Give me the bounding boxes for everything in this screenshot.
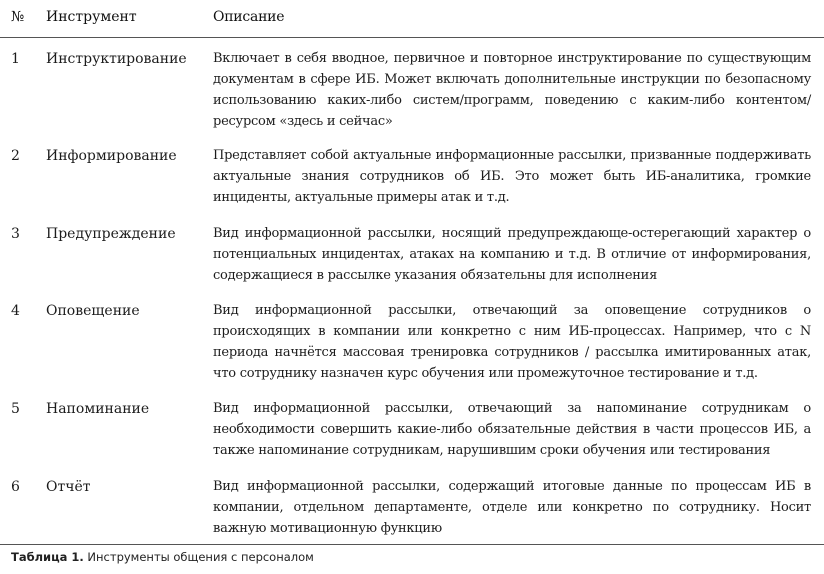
header-divider: [0, 37, 824, 38]
caption-text: Инструменты общения с персоналом: [83, 550, 314, 564]
header-desc: Описание: [213, 9, 285, 25]
caption-divider: [0, 544, 824, 545]
row-desc: Вид информационной рассылки, носящий предупреждающе-остерегающий характер о потенциальных инцидентах, атаках на компанию и т.д. В отличие от информирования, содержащиеся в рассылке указания обязательны для исполнения: [213, 226, 811, 283]
row-num: 4: [11, 303, 20, 319]
row-desc: Вид информационной рассылки, отвечающий за оповещение сотрудников о происходящих в компании или конкретно с ним ИБ-процессах. Например, что с N периода начнётся массовая тренировка сотрудников / рассылка имитированных атак, что сотруднику назначен курс обучения или промежуточное тестирование и т.д.: [213, 303, 811, 381]
row-num: 5: [11, 401, 20, 417]
row-desc: Вид информационной рассылки, содержащий итоговые данные по процессам ИБ в компании, отдельном департаменте, отделе или конкретно по сотруднику. Носит важную мотивационную функцию: [213, 479, 811, 536]
row-num: 6: [11, 479, 20, 495]
row-desc: Вид информационной рассылки, отвечающий за напоминание сотрудникам о необходимости совершить какие-либо обязательные действия в части процессов ИБ, а также напоминание сотрудникам, нарушившим сроки обучения или тестирования: [213, 401, 811, 458]
header-num: №: [11, 9, 25, 25]
caption-label: Таблица 1.: [11, 550, 84, 564]
row-desc: Включает в себя вводное, первичное и повторное инструктирование по существующим документам в сфере ИБ. Может включать дополнительные инструкции по безопасному использованию каких-либо систем/программ, поведению с каким-либо контентом/ресурсом «здесь и сейчас»: [213, 51, 811, 129]
row-tool: Напоминание: [46, 401, 150, 417]
row-num: 1: [11, 51, 20, 67]
row-tool: Инструктирование: [46, 51, 187, 67]
header-tool: Инструмент: [46, 9, 137, 25]
row-tool: Отчёт: [46, 479, 91, 495]
row-desc: Представляет собой актуальные информационные рассылки, призванные поддерживать актуальные знания сотрудников об ИБ. Это может быть ИБ-аналитика, громкие инциденты, актуальные примеры атак и т.д.: [213, 148, 811, 205]
table-caption: [11, 548, 314, 566]
row-num: 2: [11, 148, 20, 164]
row-tool: Информирование: [46, 148, 177, 164]
row-tool: Оповещение: [46, 303, 140, 319]
row-tool: Предупреждение: [46, 226, 176, 242]
row-num: 3: [11, 226, 20, 242]
